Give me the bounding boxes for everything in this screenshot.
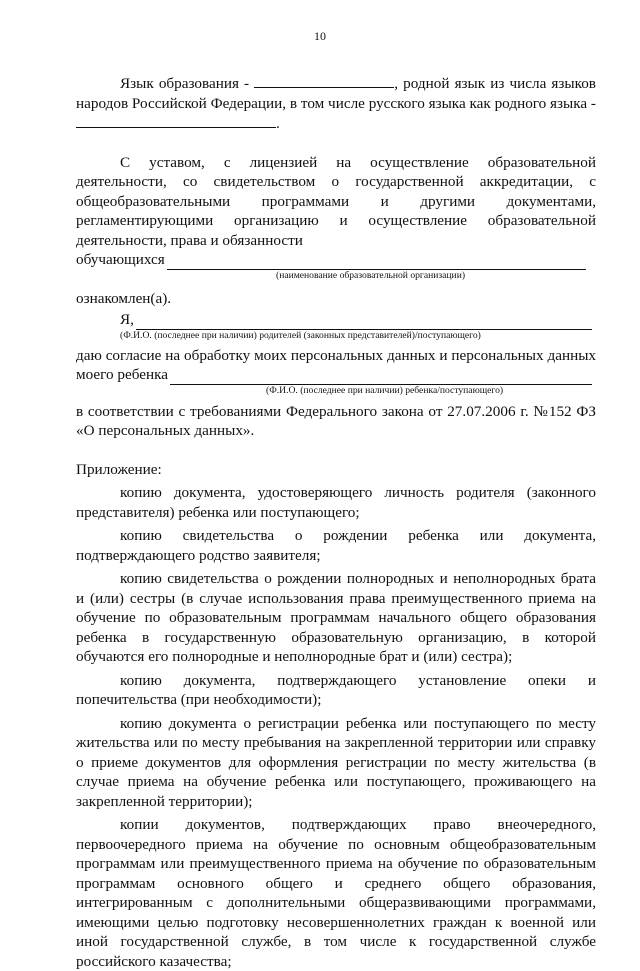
appendix-item-text: копии документов, подтверждающих право внеочередного, первоочередного приема на обучение по основным общеобразовательным программам или преимущественного приема на обучение по образовательным программам основного общего и среднего общего образования, интегрированным с дополнительными общеразвивающими программами, имеющими целью подготовку несовершеннолетних граждан к военной или иной государственной службе, в том числе к государственной службе российского казачества; xyxy=(76,816,596,970)
page-number: 10 xyxy=(314,29,326,43)
my-child-label: моего ребенка xyxy=(76,366,168,383)
education-language-blank[interactable] xyxy=(254,73,394,88)
language-end: . xyxy=(276,115,280,132)
child-caption: (Ф.И.О. (последнее при наличии) ребенка/поступающего) xyxy=(266,384,504,396)
parent-caption: (Ф.И.О. (последнее при наличии) родителей (законных представителей)/поступающего) xyxy=(120,329,481,341)
document-body xyxy=(76,73,596,971)
appendix-item xyxy=(76,483,596,522)
appendix-item xyxy=(76,569,596,667)
organization-blank[interactable] xyxy=(167,254,586,270)
parent-name-blank[interactable] xyxy=(136,314,592,330)
child-row xyxy=(76,365,596,385)
native-language-blank[interactable] xyxy=(76,113,276,128)
native-language-text: , родной язык из числа языков народов Российской Федерации, в том числе русского языка как родного языка - xyxy=(76,75,596,112)
appendix-item-text: копию документа о регистрации ребенка или поступающего по месту жительства или по месту пребывания на закрепленной территории или справку о приеме документов для оформления регистрации по месту жительства (в случае приема на обучение ребенка или поступающего, проживающего на закрепленной территории); xyxy=(76,714,596,810)
appendix-item-text: копию документа, удостоверяющего личность родителя (законного представителя) ребенка или поступающего; xyxy=(76,484,596,521)
law-text: в соответствии с требованиями Федерального закона от 27.07.2006 г. №152 ФЗ «О персональных данных». xyxy=(76,402,596,439)
appendix-item xyxy=(76,671,596,710)
appendix-item xyxy=(76,526,596,565)
students-label: обучающихся xyxy=(76,251,165,268)
acquainted-text: ознакомлен(а). xyxy=(76,289,172,307)
charter-paragraph xyxy=(76,153,596,251)
language-label: Язык образования - xyxy=(120,75,255,92)
students-row xyxy=(76,250,596,270)
child-name-blank[interactable] xyxy=(170,369,592,385)
consent-text: даю согласие на обработку моих персональных данных и персональных данных xyxy=(76,346,596,364)
consent-row xyxy=(76,310,596,330)
appendix-item-text: копию свидетельства о рождении ребенка или документа, подтверждающего родство заявителя; xyxy=(76,527,596,564)
consent-i-label: Я, xyxy=(120,311,134,328)
appendix-item xyxy=(76,815,596,971)
organization-caption: (наименование образовательной организации) xyxy=(276,269,466,281)
charter-text: С уставом, с лицензией на осуществление образовательной деятельности, со свидетельством о государственной аккредитации, с общеобразовательными программами и другими документами, регламентирующими организацию и осуществление образовательной деятельности, права и обязанности xyxy=(76,153,596,249)
appendix-title: Приложение: xyxy=(76,460,162,478)
appendix-item-text: копию свидетельства о рождении полнородных и неполнородных брата и (или) сестры (в случае использования права преимущественного приема на обучение по образовательным программам начального общего образования ребенка в государственную образовательную организацию, в которой обучаются его полнородные и неполнородные брат и (или) сестра); xyxy=(76,570,596,665)
language-paragraph xyxy=(76,73,596,134)
appendix-item xyxy=(76,714,596,812)
appendix-item-text: копию документа, подтверждающего установление опеки и попечительства (при необходимости); xyxy=(76,671,596,708)
